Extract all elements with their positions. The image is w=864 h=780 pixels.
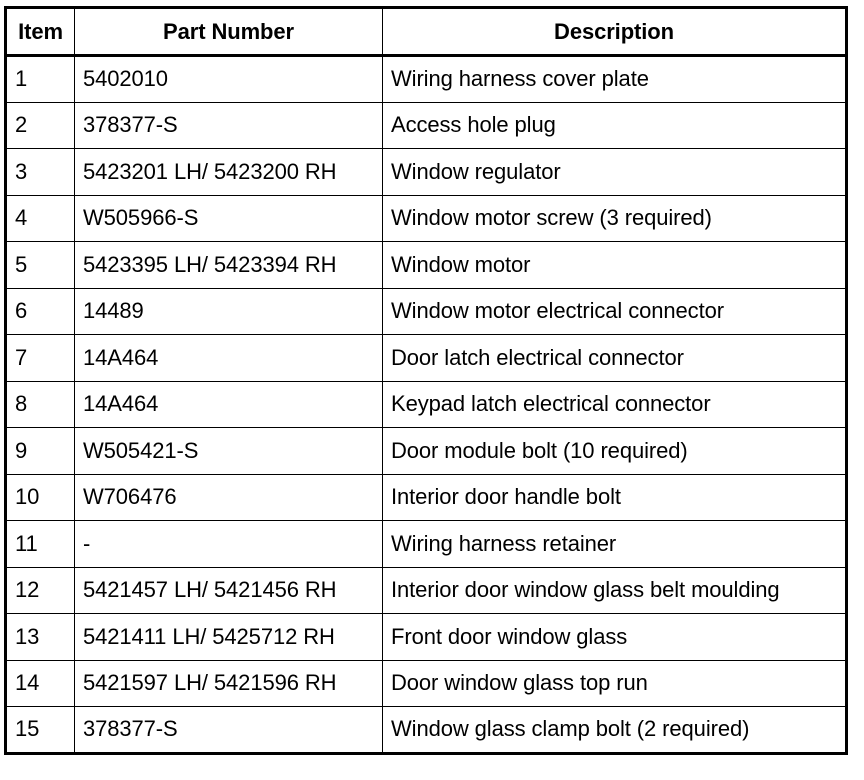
header-row — [6, 8, 847, 56]
description-cell: Front door window glass — [383, 614, 847, 661]
part-number-cell: 5421411 LH/ 5425712 RH — [75, 614, 383, 661]
table-row — [6, 707, 847, 754]
table-row — [6, 149, 847, 196]
table-row — [6, 567, 847, 614]
item-cell: 3 — [6, 149, 75, 196]
item-cell: 8 — [6, 381, 75, 428]
table-row — [6, 474, 847, 521]
description-cell: Window motor screw (3 required) — [383, 195, 847, 242]
part-number-cell: 14A464 — [75, 381, 383, 428]
description-cell: Interior door handle bolt — [383, 474, 847, 521]
parts-table — [4, 6, 848, 755]
description-cell: Window motor — [383, 242, 847, 289]
part-number-cell: W706476 — [75, 474, 383, 521]
description-cell: Wiring harness retainer — [383, 521, 847, 568]
part-number-cell: - — [75, 521, 383, 568]
description-cell: Window regulator — [383, 149, 847, 196]
part-number-cell: 378377-S — [75, 102, 383, 149]
item-cell: 1 — [6, 56, 75, 103]
part-number-cell: 5402010 — [75, 56, 383, 103]
part-number-cell: 5421457 LH/ 5421456 RH — [75, 567, 383, 614]
description-cell: Window glass clamp bolt (2 required) — [383, 707, 847, 754]
part-number-cell: 378377-S — [75, 707, 383, 754]
description-cell: Door module bolt (10 required) — [383, 428, 847, 475]
table-row — [6, 614, 847, 661]
item-cell: 13 — [6, 614, 75, 661]
item-cell: 14 — [6, 660, 75, 707]
table-row — [6, 242, 847, 289]
part-number-cell: 5421597 LH/ 5421596 RH — [75, 660, 383, 707]
table-row — [6, 56, 847, 103]
item-cell: 2 — [6, 102, 75, 149]
description-cell: Door latch electrical connector — [383, 335, 847, 382]
header-part-number: Part Number — [75, 8, 383, 56]
description-cell: Interior door window glass belt moulding — [383, 567, 847, 614]
item-cell: 9 — [6, 428, 75, 475]
table-row — [6, 381, 847, 428]
description-cell: Wiring harness cover plate — [383, 56, 847, 103]
part-number-cell: W505421-S — [75, 428, 383, 475]
description-cell: Window motor electrical connector — [383, 288, 847, 335]
part-number-cell: 5423201 LH/ 5423200 RH — [75, 149, 383, 196]
item-cell: 5 — [6, 242, 75, 289]
item-cell: 7 — [6, 335, 75, 382]
part-number-cell: 5423395 LH/ 5423394 RH — [75, 242, 383, 289]
part-number-cell: W505966-S — [75, 195, 383, 242]
table-row — [6, 428, 847, 475]
header-description: Description — [383, 8, 847, 56]
table-row — [6, 102, 847, 149]
part-number-cell: 14489 — [75, 288, 383, 335]
table-body — [6, 56, 847, 754]
item-cell: 12 — [6, 567, 75, 614]
table-row — [6, 521, 847, 568]
header-item: Item — [6, 8, 75, 56]
table-row — [6, 288, 847, 335]
description-cell: Keypad latch electrical connector — [383, 381, 847, 428]
item-cell: 10 — [6, 474, 75, 521]
description-cell: Access hole plug — [383, 102, 847, 149]
table-header — [6, 8, 847, 56]
table-row — [6, 335, 847, 382]
description-cell: Door window glass top run — [383, 660, 847, 707]
item-cell: 4 — [6, 195, 75, 242]
item-cell: 6 — [6, 288, 75, 335]
item-cell: 11 — [6, 521, 75, 568]
table-row — [6, 660, 847, 707]
item-cell: 15 — [6, 707, 75, 754]
part-number-cell: 14A464 — [75, 335, 383, 382]
table-row — [6, 195, 847, 242]
